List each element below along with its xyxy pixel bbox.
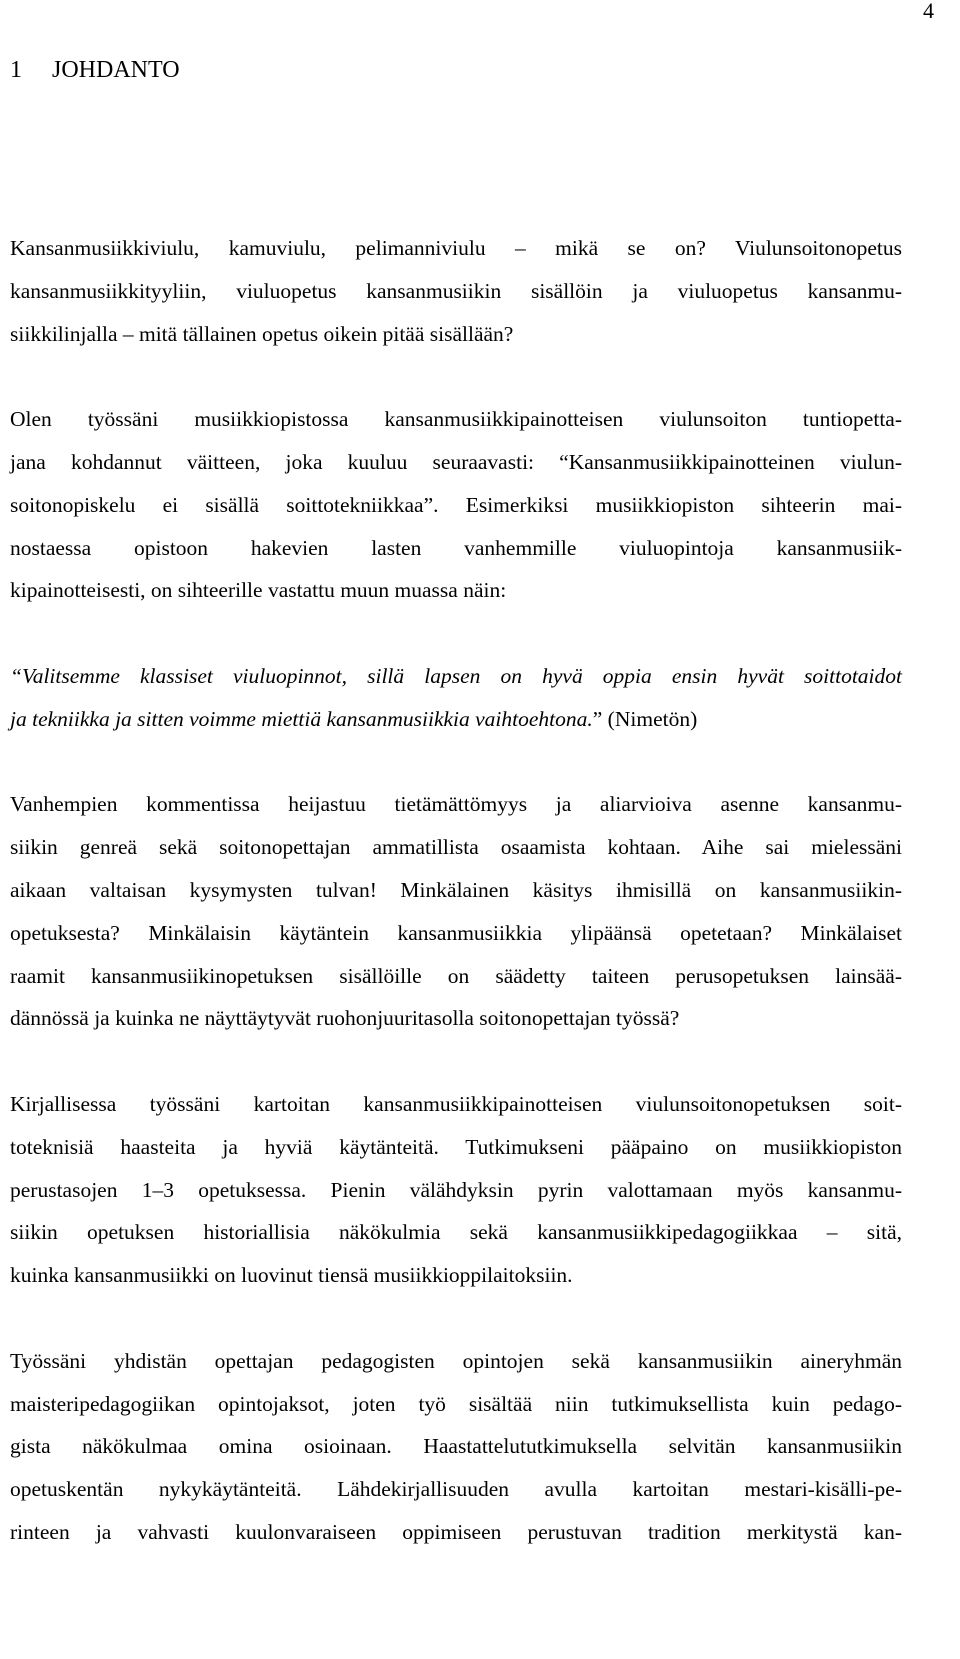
text-line: gista näkökulmaa omina osioinaan. Haastattelututkimuksella selvitän kansanmusiikin: [10, 1434, 902, 1459]
text-line: maisteripedagogiikan opintojaksot, joten työ sisältää niin tutkimuksellista kuin pedago-: [10, 1391, 902, 1416]
quote-attribution: ” (Nimetön): [592, 706, 698, 731]
chapter-heading: [10, 56, 180, 84]
text-line: toteknisiä haasteita ja hyviä käytänteitä. Tutkimukseni pääpaino on musiikkiopiston: [10, 1134, 902, 1159]
paragraph-intro-questions: [10, 227, 902, 355]
text-line: rinteen ja vahvasti kuulonvaraiseen oppimiseen perustuvan tradition merkitystä kan-: [10, 1519, 902, 1544]
text-line: siikin opetuksen historiallisia näkökulmia sekä kansanmusiikkipedagogiikkaa – sitä,: [10, 1220, 902, 1245]
paragraph-claim: [10, 398, 902, 612]
paragraph-scope: [10, 1083, 902, 1297]
text-line: siikin genreä sekä soitonopettajan ammatillista osaamista kohtaan. Aihe sai mielessäni: [10, 835, 902, 860]
text-line: nostaessa opistoon hakevien lasten vanhemmille viuluopintoja kansanmusiik-: [10, 535, 902, 560]
text-line: perustasojen 1–3 opetuksessa. Pienin välähdyksin pyrin valottamaan myös kansanmu-: [10, 1177, 902, 1202]
body-text: [10, 227, 902, 1554]
quote-line: “Valitsemme klassiset viuluopinnot, sillä lapsen on hyvä oppia ensin hyvät soittotaidot: [10, 663, 902, 688]
quote-text: ja tekniikka ja sitten voimme miettiä kansanmusiikkia vaihtoehtona.: [10, 706, 593, 731]
text-line: siikkilinjalla – mitä tällainen opetus oikein pitää sisällään?: [10, 321, 514, 346]
paragraph-quote: [10, 655, 902, 741]
text-line: opetuskentän nykykäytänteitä. Lähdekirjallisuuden avulla kartoitan mestari-kisälli-pe-: [10, 1477, 902, 1502]
chapter-number: 1: [10, 57, 22, 83]
chapter-title: JOHDANTO: [52, 57, 180, 83]
text-line: Kirjallisessa työssäni kartoitan kansanmusiikkipainotteisen viulunsoitonopetuksen soit-: [10, 1091, 902, 1116]
text-line: kuinka kansanmusiikki on luovinut tiensä musiikkioppilaitoksiin.: [10, 1263, 573, 1288]
text-line: Kansanmusiikkiviulu, kamuviulu, pelimanniviulu – mikä se on? Viulunsoitonopetus: [10, 236, 902, 260]
text-line: kipainotteisesti, on sihteerille vastattu muun muassa näin:: [10, 578, 507, 603]
paragraph-questions: [10, 783, 902, 1040]
page-number: 4: [923, 0, 934, 23]
paragraph-methods: [10, 1340, 902, 1554]
text-line: soitonopiskelu ei sisällä soittotekniikkaa”. Esimerkiksi musiikkiopiston sihteerin mai-: [10, 492, 902, 517]
text-line: Olen työssäni musiikkiopistossa kansanmusiikkipainotteisen viulunsoiton tuntiopetta-: [10, 407, 902, 432]
text-line: dännössä ja kuinka ne näyttäytyvät ruohonjuuritasolla soitonopettajan työssä?: [10, 1006, 680, 1031]
text-line: Työssäni yhdistän opettajan pedagogisten opintojen sekä kansanmusiikin aineryhmän: [10, 1348, 902, 1373]
text-line: Vanhempien kommentissa heijastuu tietämättömyys ja aliarvioiva asenne kansanmu-: [10, 792, 902, 817]
text-line: kansanmusiikkityyliin, viuluopetus kansanmusiikin sisällöin ja viuluopetus kansanmu-: [10, 278, 902, 303]
text-line: aikaan valtaisan kysymysten tulvan! Minkälainen käsitys ihmisillä on kansanmusiikin-: [10, 877, 902, 902]
text-line: opetuksesta? Minkälaisin käytäntein kansanmusiikkia ylipäänsä opetetaan? Minkälaiset: [10, 920, 902, 945]
text-line: raamit kansanmusiikinopetuksen sisällöille on säädetty taiteen perusopetuksen lainsää-: [10, 963, 902, 988]
text-line: jana kohdannut väitteen, joka kuuluu seuraavasti: “Kansanmusiikkipainotteinen viulun-: [10, 449, 902, 474]
quote-line: [10, 698, 902, 741]
